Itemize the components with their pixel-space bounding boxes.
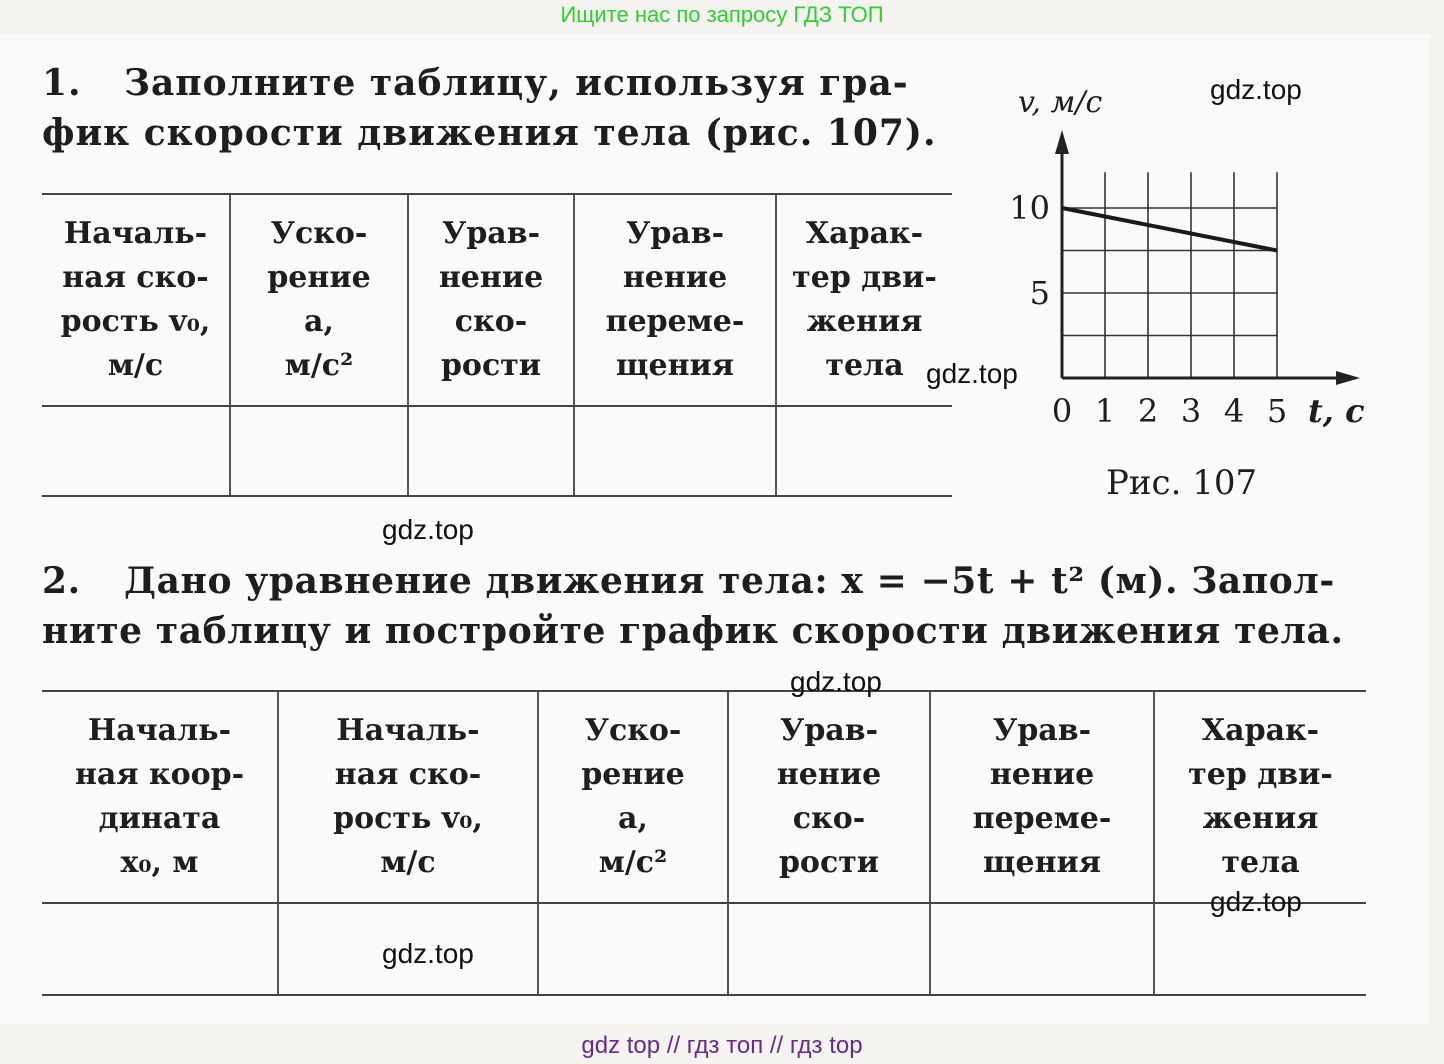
header-text-line: рости [778,845,880,880]
task1-answer-cell[interactable] [42,406,230,496]
header-text-line: Уско- [270,216,368,251]
task1-header-cell [230,194,408,406]
header-text-line: нение [776,757,882,792]
task2-header-cell [728,691,930,903]
header-text-line: Уско- [584,713,682,748]
x-axis-arrow [1336,371,1360,385]
header-text-line: м/с [380,845,436,880]
header-text-line: нение [989,757,1095,792]
watermark: gdz.top [1210,74,1302,105]
header-text-line: рение [581,757,685,792]
header-text-line: рости [440,348,542,383]
task2-line1: 2. Дано уравнение движения тела: x = −5t + t² (м). Запол- [42,556,1344,606]
header-text-line: ная коор- [74,757,245,792]
task1-table [42,193,952,497]
header-text-line: Урав- [779,713,879,748]
y-axis-arrow [1055,130,1069,154]
watermark: gdz.top [382,514,474,545]
header-text-line: Урав- [441,216,541,251]
header-text-line: Урав- [992,713,1092,748]
task1-line1: 1. Заполните таблицу, используя гра- [42,58,936,108]
header-text-line: тела [825,348,904,383]
task1-answer-cell[interactable] [776,406,952,496]
task2-header-cell [278,691,538,903]
header-text-line: нение [438,260,544,295]
y-tick-label: 5 [1029,274,1050,312]
header-text-line: рение [267,260,371,295]
task1-header-cell [574,194,776,406]
task2-text [42,556,1344,656]
header-text-line: a, [304,304,334,339]
task2-header-cell [42,691,278,903]
task2-answer-cell[interactable] [930,903,1154,995]
task2-answer-cell[interactable] [728,903,930,995]
header-text-line: жения [1202,801,1319,836]
velocity-graph [1000,70,1380,510]
header-text-line: м/с² [598,845,668,880]
graph-grid [1062,172,1277,378]
velocity-line [1062,208,1277,251]
task2-header-cell [538,691,728,903]
task2-table [42,690,1366,996]
header-text-line: Харак- [805,216,924,251]
header-text-line: ная ско- [334,757,482,792]
x-tick-label: 1 [1094,392,1116,430]
graph-series [1062,208,1277,251]
header-text-line: x₀, м [120,845,199,880]
task2-header-cell [1154,691,1366,903]
header-text-line: Началь- [63,216,208,251]
header-text-line: Началь- [336,713,480,748]
graph-axes [1055,130,1360,385]
header-text-line: щения [616,348,734,383]
header-text-line: тела [1221,845,1300,880]
task1-header-cell [408,194,574,406]
task2-line2: ните таблицу и постройте график скорости движения тела. [42,610,1344,652]
figure-caption: Рис. 107 [1106,463,1258,503]
task2-answer-cell[interactable] [42,903,278,995]
header-text-line: жения [806,304,923,339]
task1-answer-cell[interactable] [574,406,776,496]
header-text-line: нение [622,260,728,295]
search-banner[interactable]: Ищите нас по запросу ГДЗ ТОП [560,2,884,27]
header-text-line: рость v₀, [60,304,211,339]
header-text-line: Началь- [87,713,232,748]
header-text-line: переме- [605,304,745,339]
task2-number: 2. [42,560,81,602]
header-text-line: тер дви- [792,260,937,295]
header-text-line: Урав- [625,216,725,251]
header-text-line: ско- [454,304,528,339]
header-text-line: переме- [972,801,1112,836]
header-text-line: м/с² [284,348,354,383]
task1-text [42,58,936,158]
graph-x-label: t, с [1308,392,1365,430]
x-tick-label: 2 [1137,392,1159,430]
task1-answer-row [42,406,952,496]
task2-answer-cell[interactable] [538,903,728,995]
graph-y-label: v, м/с [1018,85,1103,120]
task2-answer-row [42,903,1366,995]
header-text-line: щения [983,845,1101,880]
task2-header-cell [930,691,1154,903]
task2-header-row [42,691,1366,903]
task1-number: 1. [42,62,82,104]
y-tick-label: 10 [1009,189,1050,227]
task1-header-cell [42,194,230,406]
task1-header-row [42,194,952,406]
header-text-line: тер дви- [1188,757,1333,792]
header-text-line: ско- [792,801,866,836]
watermark: gdz.top [1210,886,1302,917]
x-tick-label: 5 [1266,392,1288,430]
header-text-line: дината [98,801,221,836]
x-tick-label: 4 [1223,392,1245,430]
task1-answer-cell[interactable] [408,406,574,496]
x-tick-label: 0 [1051,392,1073,430]
x-tick-label: 3 [1180,392,1202,430]
header-text-line: a, [618,801,648,836]
header-text-line: ная ско- [62,260,209,295]
watermark: gdz.top [382,938,474,969]
footer-links[interactable]: gdz top // гдз топ // гдз top [581,1032,863,1059]
watermark: gdz.top [926,358,1018,389]
watermark: gdz.top [790,666,882,697]
header-text-line: м/с [107,348,164,383]
header-text-line: рость v₀, [333,801,483,836]
task1-answer-cell[interactable] [230,406,408,496]
header-text-line: Харак- [1201,713,1320,748]
task1-line2: фик скорости движения тела (рис. 107). [42,112,937,154]
